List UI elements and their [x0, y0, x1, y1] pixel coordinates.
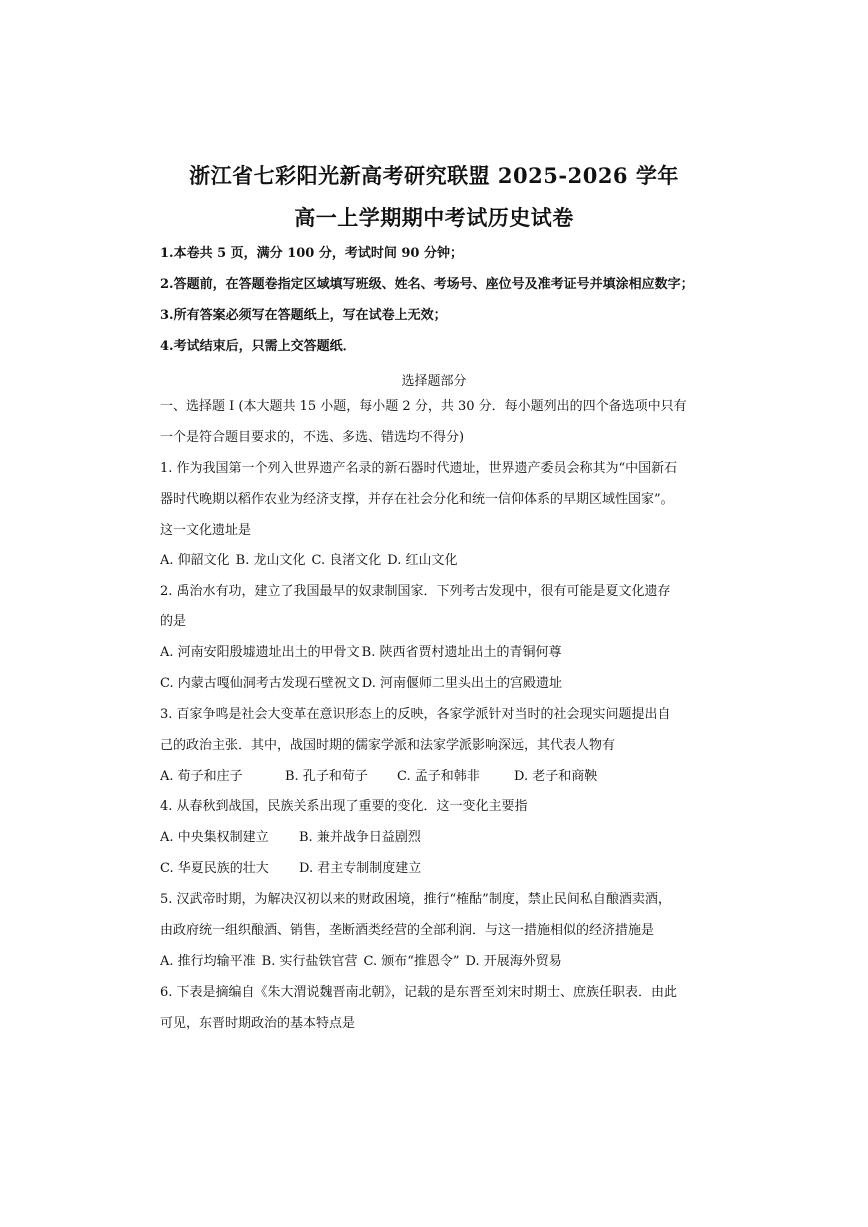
- question-4-option-c: C. 华夏民族的壮大: [160, 861, 269, 876]
- question-3-option-a: A. 荀子和庄子: [160, 769, 243, 784]
- question-5-line-1: 5. 汉武帝时期，为解决汉初以来的财政困境，推行“榷酤”制度，禁止民间私自酿酒卖酒，: [160, 892, 671, 907]
- question-1-line-1: 1. 作为我国第一个列入世界遗产名录的新石器时代遗址，世界遗产委员会称其为“中国新石: [160, 461, 678, 476]
- question-6-line-1: 6. 下表是摘编自《朱大渭说魏晋南北朝》，记载的是东晋至刘宋时期士、庶族任职表．由此: [160, 985, 678, 1000]
- exam-title-line2: 高一上学期期中考试历史试卷: [294, 205, 574, 230]
- question-4-options-row-2: [160, 861, 421, 877]
- question-2-option-d: D. 河南偃师二里头出土的宫殿遗址: [361, 676, 562, 691]
- question-2-option-b: B. 陕西省贾村遗址出土的青铜何尊: [361, 645, 562, 660]
- question-4-line-1: 4. 从春秋到战国，民族关系出现了重要的变化．这一变化主要指: [160, 799, 528, 814]
- part-intro-line-2: 一个是符合题目要求的，不选、多选、错选均不得分): [160, 430, 465, 445]
- question-5-options: [160, 954, 562, 970]
- question-3-options: [160, 769, 597, 785]
- question-1-option-d: D. 红山文化: [387, 553, 458, 568]
- question-1-option-a: A. 仰韶文化: [160, 553, 230, 568]
- question-4-option-b: B. 兼并战争日益剧烈: [299, 830, 421, 845]
- question-2-option-a: A. 河南安阳殷墟遗址出土的甲骨文: [160, 645, 360, 660]
- question-2-option-c: C. 内蒙古嘎仙洞考古发现石壁祝文: [160, 676, 360, 691]
- question-5-option-d: D. 开展海外贸易: [465, 954, 562, 969]
- question-2-options-row-1: [160, 645, 561, 661]
- exam-title-line1: 浙江省七彩阳光新高考研究联盟 2025-2026 学年: [189, 163, 679, 188]
- question-1-option-c: C. 良渚文化: [311, 553, 382, 568]
- question-5-line-2: 由政府统一组织酿酒、销售，垄断酒类经营的全部利润．与这一措施相似的经济措施是: [160, 923, 655, 938]
- question-2-line-2: 的是: [160, 614, 187, 629]
- question-1-options: [160, 553, 457, 569]
- question-1-option-b: B. 龙山文化: [235, 553, 306, 568]
- question-4-option-d: D. 君主专制制度建立: [299, 861, 422, 876]
- notice-1: 1.本卷共 5 页，满分 100 分，考试时间 90 分钟；: [160, 246, 463, 261]
- question-1-line-2: 器时代晚期以稻作农业为经济支撑，并存在社会分化和统一信仰体系的早期区域性国家”。: [160, 492, 674, 507]
- part-intro-line-1: 一、选择题 I (本大题共 15 小题，每小题 2 分，共 30 分．每小题列出的四个备选项中只有: [160, 399, 687, 414]
- question-5-option-a: A. 推行均输平准: [160, 954, 256, 969]
- question-6-line-2: 可见，东晋时期政治的基本特点是: [160, 1016, 356, 1031]
- question-4-option-a: A. 中央集权制建立: [160, 830, 269, 845]
- question-1-line-3: 这一文化遗址是: [160, 523, 252, 538]
- question-2-options-row-2: [160, 676, 562, 692]
- question-2-line-1: 2. 禹治水有功，建立了我国最早的奴隶制国家．下列考古发现中，很有可能是夏文化遗存: [160, 584, 671, 599]
- section-title: 选择题部分: [401, 374, 467, 389]
- question-3-option-d: D. 老子和商鞅: [514, 769, 598, 784]
- notice-2: 2.答题前，在答题卷指定区域填写班级、姓名、考场号、座位号及准考证号并填涂相应数字；: [160, 277, 694, 292]
- question-5-option-c: C. 颁布“推恩令”: [363, 954, 460, 969]
- question-3-line-2: 己的政治主张．其中，战国时期的儒家学派和法家学派影响深远，其代表人物有: [160, 738, 616, 753]
- question-3-option-b: B. 孔子和荀子: [285, 769, 368, 784]
- notice-4: 4.考试结束后，只需上交答题纸．: [160, 339, 356, 354]
- question-3-option-c: C. 孟子和韩非: [397, 769, 480, 784]
- question-3-line-1: 3. 百家争鸣是社会大变革在意识形态上的反映，各家学派针对当时的社会现实问题提出自: [160, 707, 671, 722]
- question-5-option-b: B. 实行盐铁官营: [261, 954, 358, 969]
- notice-3: 3.所有答案必须写在答题纸上，写在试卷上无效；: [160, 308, 447, 323]
- question-4-options-row-1: [160, 830, 421, 846]
